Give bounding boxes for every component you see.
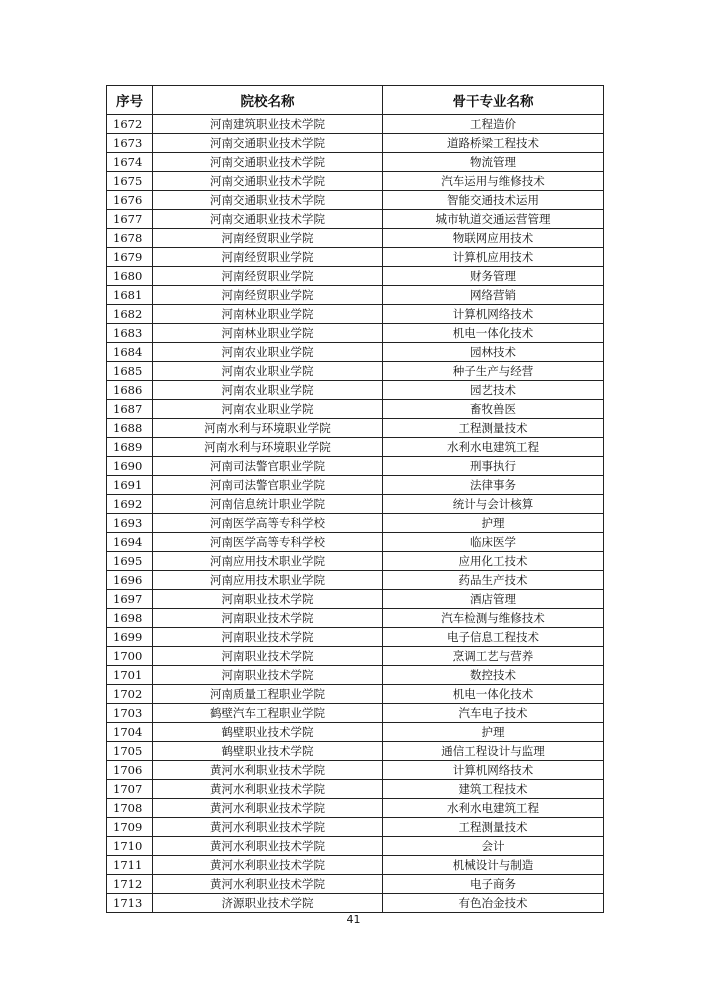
row-specialty-name: 畜牧兽医 <box>383 400 604 419</box>
row-serial: 1712 <box>107 875 153 894</box>
row-specialty-name: 机电一体化技术 <box>383 685 604 704</box>
row-school-name: 河南质量工程职业学院 <box>153 685 383 704</box>
table-row <box>107 134 604 153</box>
table-body <box>107 115 604 913</box>
table-row <box>107 267 604 286</box>
row-specialty-name: 机械设计与制造 <box>383 856 604 875</box>
table-row <box>107 894 604 913</box>
row-school-name: 黄河水利职业技术学院 <box>153 856 383 875</box>
row-serial: 1702 <box>107 685 153 704</box>
row-school-name: 河南信息统计职业学院 <box>153 495 383 514</box>
table-row <box>107 286 604 305</box>
row-specialty-name: 物联网应用技术 <box>383 229 604 248</box>
row-serial: 1691 <box>107 476 153 495</box>
row-specialty-name: 应用化工技术 <box>383 552 604 571</box>
row-serial: 1673 <box>107 134 153 153</box>
table-row <box>107 400 604 419</box>
row-school-name: 河南职业技术学院 <box>153 647 383 666</box>
row-school-name: 河南经贸职业学院 <box>153 267 383 286</box>
row-serial: 1713 <box>107 894 153 913</box>
row-specialty-name: 护理 <box>383 723 604 742</box>
row-serial: 1710 <box>107 837 153 856</box>
row-specialty-name: 水利水电建筑工程 <box>383 438 604 457</box>
row-school-name: 黄河水利职业技术学院 <box>153 799 383 818</box>
row-school-name: 河南交通职业技术学院 <box>153 172 383 191</box>
row-school-name: 河南司法警官职业学院 <box>153 457 383 476</box>
row-school-name: 河南水利与环境职业学院 <box>153 419 383 438</box>
table-row <box>107 172 604 191</box>
row-serial: 1676 <box>107 191 153 210</box>
row-school-name: 河南职业技术学院 <box>153 666 383 685</box>
row-serial: 1707 <box>107 780 153 799</box>
row-school-name: 黄河水利职业技术学院 <box>153 780 383 799</box>
table-row <box>107 856 604 875</box>
row-serial: 1679 <box>107 248 153 267</box>
row-school-name: 河南医学高等专科学校 <box>153 514 383 533</box>
table-row <box>107 704 604 723</box>
table-row <box>107 476 604 495</box>
table-row <box>107 210 604 229</box>
row-school-name: 河南应用技术职业学院 <box>153 571 383 590</box>
row-specialty-name: 园艺技术 <box>383 381 604 400</box>
row-serial: 1681 <box>107 286 153 305</box>
row-serial: 1703 <box>107 704 153 723</box>
row-serial: 1696 <box>107 571 153 590</box>
row-serial: 1690 <box>107 457 153 476</box>
row-serial: 1709 <box>107 818 153 837</box>
row-specialty-name: 会计 <box>383 837 604 856</box>
table-row <box>107 191 604 210</box>
table-row <box>107 153 604 172</box>
table-row <box>107 647 604 666</box>
row-serial: 1675 <box>107 172 153 191</box>
table-row <box>107 875 604 894</box>
row-specialty-name: 水利水电建筑工程 <box>383 799 604 818</box>
row-specialty-name: 种子生产与经营 <box>383 362 604 381</box>
row-serial: 1700 <box>107 647 153 666</box>
row-school-name: 河南建筑职业技术学院 <box>153 115 383 134</box>
row-specialty-name: 城市轨道交通运营管理 <box>383 210 604 229</box>
row-serial: 1705 <box>107 742 153 761</box>
row-school-name: 鹤壁汽车工程职业学院 <box>153 704 383 723</box>
row-school-name: 河南林业职业学院 <box>153 305 383 324</box>
row-school-name: 济源职业技术学院 <box>153 894 383 913</box>
row-specialty-name: 酒店管理 <box>383 590 604 609</box>
row-serial: 1680 <box>107 267 153 286</box>
row-serial: 1699 <box>107 628 153 647</box>
row-school-name: 黄河水利职业技术学院 <box>153 761 383 780</box>
row-serial: 1674 <box>107 153 153 172</box>
row-school-name: 河南医学高等专科学校 <box>153 533 383 552</box>
row-school-name: 河南交通职业技术学院 <box>153 153 383 172</box>
table-row <box>107 419 604 438</box>
row-school-name: 河南应用技术职业学院 <box>153 552 383 571</box>
row-specialty-name: 电子信息工程技术 <box>383 628 604 647</box>
row-specialty-name: 财务管理 <box>383 267 604 286</box>
table-row <box>107 381 604 400</box>
row-serial: 1678 <box>107 229 153 248</box>
row-specialty-name: 智能交通技术运用 <box>383 191 604 210</box>
row-serial: 1698 <box>107 609 153 628</box>
header-serial: 序号 <box>107 86 153 115</box>
row-specialty-name: 网络营销 <box>383 286 604 305</box>
row-specialty-name: 计算机网络技术 <box>383 761 604 780</box>
table-row <box>107 628 604 647</box>
page-number: 41 <box>346 913 361 926</box>
table-row <box>107 590 604 609</box>
row-specialty-name: 计算机网络技术 <box>383 305 604 324</box>
row-specialty-name: 药品生产技术 <box>383 571 604 590</box>
table-row <box>107 229 604 248</box>
row-specialty-name: 通信工程设计与监理 <box>383 742 604 761</box>
row-serial: 1697 <box>107 590 153 609</box>
table-row <box>107 723 604 742</box>
table-row <box>107 742 604 761</box>
row-serial: 1685 <box>107 362 153 381</box>
row-school-name: 黄河水利职业技术学院 <box>153 875 383 894</box>
table-row <box>107 666 604 685</box>
row-school-name: 河南交通职业技术学院 <box>153 134 383 153</box>
row-specialty-name: 临床医学 <box>383 533 604 552</box>
row-school-name: 河南职业技术学院 <box>153 628 383 647</box>
row-serial: 1693 <box>107 514 153 533</box>
row-specialty-name: 道路桥梁工程技术 <box>383 134 604 153</box>
table-row <box>107 761 604 780</box>
table-row <box>107 837 604 856</box>
row-school-name: 鹤壁职业技术学院 <box>153 723 383 742</box>
row-serial: 1711 <box>107 856 153 875</box>
row-specialty-name: 有色冶金技术 <box>383 894 604 913</box>
table-row <box>107 609 604 628</box>
row-specialty-name: 汽车运用与维修技术 <box>383 172 604 191</box>
row-school-name: 河南农业职业学院 <box>153 343 383 362</box>
header-school-name: 院校名称 <box>153 86 383 115</box>
row-specialty-name: 汽车检测与维修技术 <box>383 609 604 628</box>
row-specialty-name: 园林技术 <box>383 343 604 362</box>
row-school-name: 河南水利与环境职业学院 <box>153 438 383 457</box>
table-row <box>107 533 604 552</box>
row-serial: 1677 <box>107 210 153 229</box>
row-school-name: 河南职业技术学院 <box>153 609 383 628</box>
row-specialty-name: 电子商务 <box>383 875 604 894</box>
row-serial: 1686 <box>107 381 153 400</box>
specialty-table <box>106 85 604 913</box>
row-school-name: 黄河水利职业技术学院 <box>153 818 383 837</box>
row-specialty-name: 护理 <box>383 514 604 533</box>
table-row <box>107 457 604 476</box>
row-specialty-name: 数控技术 <box>383 666 604 685</box>
table-row <box>107 818 604 837</box>
row-serial: 1694 <box>107 533 153 552</box>
table-row <box>107 305 604 324</box>
row-specialty-name: 建筑工程技术 <box>383 780 604 799</box>
row-school-name: 河南职业技术学院 <box>153 590 383 609</box>
row-specialty-name: 统计与会计核算 <box>383 495 604 514</box>
row-specialty-name: 法律事务 <box>383 476 604 495</box>
row-serial: 1683 <box>107 324 153 343</box>
table-row <box>107 324 604 343</box>
row-serial: 1689 <box>107 438 153 457</box>
row-school-name: 鹤壁职业技术学院 <box>153 742 383 761</box>
row-serial: 1672 <box>107 115 153 134</box>
table-row <box>107 495 604 514</box>
row-serial: 1682 <box>107 305 153 324</box>
row-specialty-name: 刑事执行 <box>383 457 604 476</box>
row-school-name: 河南农业职业学院 <box>153 400 383 419</box>
table-row <box>107 780 604 799</box>
row-specialty-name: 计算机应用技术 <box>383 248 604 267</box>
table-row <box>107 685 604 704</box>
row-serial: 1695 <box>107 552 153 571</box>
row-school-name: 河南交通职业技术学院 <box>153 191 383 210</box>
table-row <box>107 571 604 590</box>
row-school-name: 河南经贸职业学院 <box>153 286 383 305</box>
table-row <box>107 115 604 134</box>
row-school-name: 河南农业职业学院 <box>153 362 383 381</box>
row-serial: 1692 <box>107 495 153 514</box>
table-row <box>107 552 604 571</box>
row-serial: 1687 <box>107 400 153 419</box>
row-specialty-name: 工程测量技术 <box>383 419 604 438</box>
row-serial: 1688 <box>107 419 153 438</box>
row-serial: 1684 <box>107 343 153 362</box>
table-row <box>107 438 604 457</box>
row-school-name: 黄河水利职业技术学院 <box>153 837 383 856</box>
row-specialty-name: 工程测量技术 <box>383 818 604 837</box>
row-specialty-name: 烹调工艺与营养 <box>383 647 604 666</box>
row-serial: 1708 <box>107 799 153 818</box>
row-school-name: 河南农业职业学院 <box>153 381 383 400</box>
table-row <box>107 799 604 818</box>
row-school-name: 河南林业职业学院 <box>153 324 383 343</box>
table-row <box>107 248 604 267</box>
row-school-name: 河南经贸职业学院 <box>153 229 383 248</box>
row-school-name: 河南经贸职业学院 <box>153 248 383 267</box>
row-specialty-name: 物流管理 <box>383 153 604 172</box>
row-specialty-name: 机电一体化技术 <box>383 324 604 343</box>
table-row <box>107 514 604 533</box>
table-header-row <box>107 86 604 115</box>
header-specialty-name: 骨干专业名称 <box>383 86 604 115</box>
row-school-name: 河南司法警官职业学院 <box>153 476 383 495</box>
row-school-name: 河南交通职业技术学院 <box>153 210 383 229</box>
row-serial: 1706 <box>107 761 153 780</box>
table-row <box>107 343 604 362</box>
row-serial: 1701 <box>107 666 153 685</box>
row-serial: 1704 <box>107 723 153 742</box>
row-specialty-name: 汽车电子技术 <box>383 704 604 723</box>
row-specialty-name: 工程造价 <box>383 115 604 134</box>
table-row <box>107 362 604 381</box>
